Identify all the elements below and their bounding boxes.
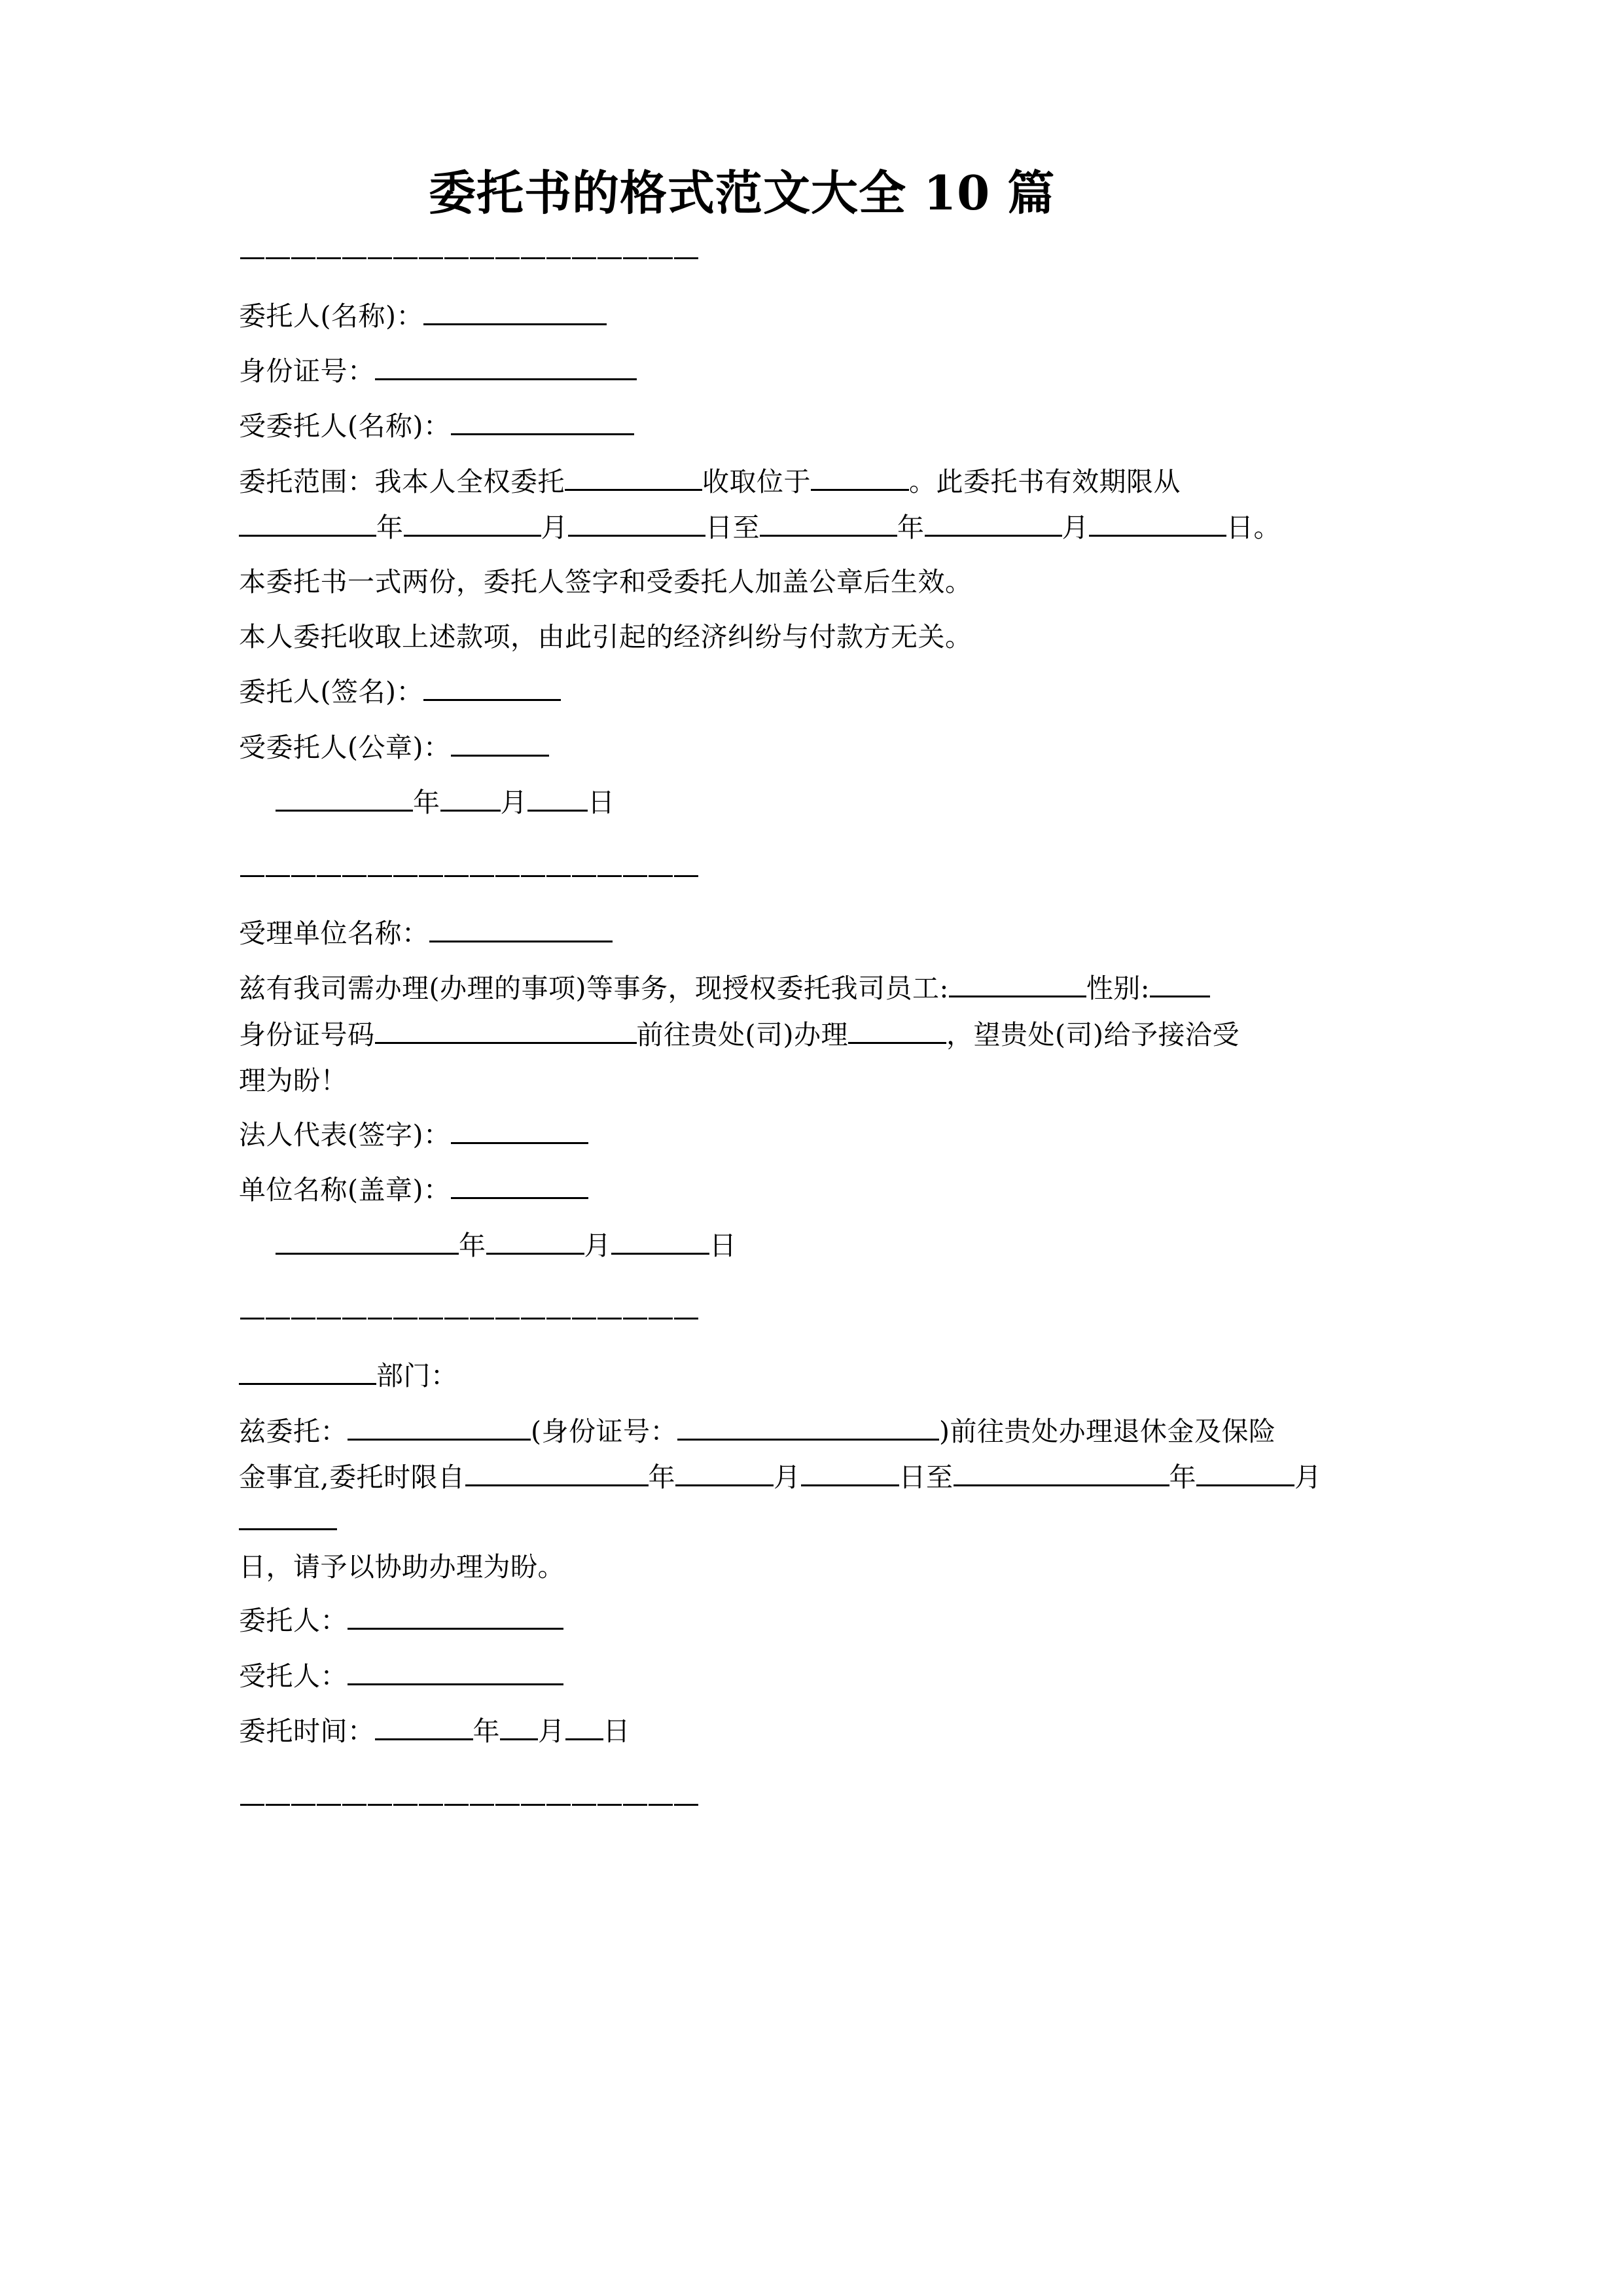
field-department [239,1354,1397,1397]
consignee-name-label: 受委托人(名称)： [239,410,451,442]
consignee-seal-blank[interactable] [451,730,549,757]
sig1-day-label: 日 [588,787,615,819]
entrust-name-blank[interactable] [348,1414,531,1441]
field-entrust-time [239,1710,1397,1753]
consignor-signature-blank[interactable] [423,674,561,701]
field-section3-consignor [239,1599,1397,1642]
department-blank[interactable] [239,1358,376,1385]
entrust-start-month-blank[interactable] [675,1460,774,1486]
entrust-start-year-label: 年 [648,1462,676,1494]
id-number-blank[interactable] [375,353,637,380]
entrust-start-month-label: 月 [774,1462,801,1494]
section-separator-bottom: —————————————————— [239,1787,698,1819]
field-authorize-line2 [239,1013,1397,1056]
legal-rep-blank[interactable] [451,1117,588,1144]
field-consignor-signature [239,670,1397,713]
legal-rep-label: 法人代表(签字)： [239,1119,451,1151]
field-signature-date-two [239,1224,1397,1267]
unit-name-blank[interactable] [451,1172,588,1199]
entrust-id-blank[interactable] [677,1414,939,1441]
employee-name-blank[interactable] [949,971,1086,997]
employee-id-blank[interactable] [375,1017,637,1044]
clause-dispute: 本人委托收取上述款项，由此引起的经济纠纷与付款方无关。 [239,620,972,653]
section-delegation-two [239,912,1397,1267]
spacer [239,1765,1397,1772]
sig2-year-label: 年 [459,1229,486,1261]
section3-consignee-blank[interactable] [348,1659,563,1685]
section3-consignor-label: 委托人： [239,1605,348,1637]
end-year-label: 年 [897,512,925,544]
consignor-name-label: 委托人(名称)： [239,300,423,332]
entrust-time-year-blank[interactable] [375,1713,473,1740]
scope-location-blank[interactable] [811,464,909,491]
entrust-start-year-blank[interactable] [465,1460,649,1486]
field-id-number [239,350,1397,393]
field-consignee-seal [239,726,1397,769]
page-title: 委托书的格式范文大全 10 篇 [429,165,1056,221]
section-delegation-three [239,1354,1397,1753]
document-content [239,164,1397,1840]
entrust-label-part2: (身份证号： [531,1415,677,1447]
field-authorize-line3: 理为盼！ [239,1065,348,1097]
start-day-blank[interactable] [568,510,705,537]
entrust-end-month-blank[interactable] [1196,1460,1294,1486]
consignee-seal-label: 受委托人(公章)： [239,731,451,763]
start-year-blank[interactable] [239,510,376,537]
entrust-start-day-blank[interactable] [801,1460,899,1486]
start-year-label: 年 [376,512,404,544]
gender-label: 性别: [1086,973,1150,1005]
start-month-blank[interactable] [404,510,541,537]
entrust-end-month-label: 月 [1294,1462,1322,1494]
scope-label-part1: 委托范围：我本人全权委托 [239,465,565,497]
field-signature-date-one [239,781,1397,824]
consignee-name-blank[interactable] [451,408,634,435]
entrust-time-year-label: 年 [473,1715,500,1748]
entrust-label-part3: )前往贵处办理退休金及保险 [939,1415,1276,1447]
end-month-blank[interactable] [925,510,1062,537]
entrust-date-to-label: 日至 [899,1462,954,1494]
field-scope-line2-dates [239,506,1397,549]
entrust-time-label: 委托时间： [239,1715,375,1748]
date-to-label: 日至 [705,512,760,544]
clause-copies: 本委托书一式两份，委托人签字和受委托人加盖公章后生效。 [239,565,972,598]
section-separator-two: —————————————————— [239,1300,698,1333]
field-entrust-line1 [239,1410,1397,1453]
scope-label-part2: 收取位于 [702,465,811,497]
sig2-day-label: 日 [709,1229,737,1261]
entrust-time-day-blank[interactable] [565,1713,603,1740]
authorize-label-part2: 身份证号码 [239,1018,375,1050]
matter-blank[interactable] [848,1017,946,1044]
field-consignor-name [239,295,1397,338]
sig1-month-label: 月 [500,787,527,819]
field-entrust-line2 [239,1456,1397,1543]
date-end-label: 日。 [1226,512,1281,544]
field-legal-rep-signature [239,1113,1397,1157]
entrust-end-year-label: 年 [1169,1462,1197,1494]
sig2-year-blank[interactable] [276,1228,459,1255]
sig2-month-blank[interactable] [486,1228,584,1255]
section-separator-top: —————————————————— [239,241,698,272]
field-entrust-line3: 日，请予以协助办理为盼。 [239,1551,565,1583]
entrust-time-month-label: 月 [538,1715,565,1748]
section3-consignee-label: 受托人： [239,1660,348,1692]
field-authorize-line1 [239,967,1397,1010]
entrust-label-part1: 兹委托： [239,1415,348,1447]
field-consignee-name [239,404,1397,448]
section3-consignor-blank[interactable] [348,1603,563,1630]
sig2-month-label: 月 [584,1229,611,1261]
consignor-name-blank[interactable] [423,298,607,325]
receiving-unit-blank[interactable] [429,916,613,942]
scope-label-part3: 。此委托书有效期限从 [909,465,1181,497]
entrust-end-day-blank[interactable] [239,1503,337,1530]
authorize-label-part1: 兹有我司需办理(办理的事项)等事务，现授权委托我司员工: [239,973,949,1005]
entrust-time-day-label: 日 [603,1715,630,1748]
sig1-month-blank[interactable] [440,785,501,812]
sig1-year-label: 年 [413,787,440,819]
sig1-year-blank[interactable] [276,785,413,812]
id-number-label: 身份证号： [239,355,375,387]
department-label: 部门： [376,1360,458,1392]
field-unit-name-seal [239,1168,1397,1211]
end-year-blank[interactable] [760,510,897,537]
field-scope-line1 [239,460,1397,503]
start-month-label: 月 [541,512,568,544]
section-delegation-one [239,295,1397,825]
authorize-label-part4: ，望贵处(司)给予接洽受 [946,1018,1240,1050]
field-section3-consignee [239,1655,1397,1698]
authorize-label-part3: 前往贵处(司)办理 [636,1018,848,1050]
gender-blank[interactable] [1150,971,1210,997]
consignor-signature-label: 委托人(签名)： [239,676,423,708]
entrust-time-month-blank[interactable] [500,1713,538,1740]
entrust-end-year-blank[interactable] [954,1460,1169,1486]
unit-name-label: 单位名称(盖章)： [239,1174,451,1206]
section-separator-one: —————————————————— [239,858,698,890]
scope-consignee-blank[interactable] [565,464,702,491]
field-receiving-unit [239,912,1397,955]
receiving-unit-label: 受理单位名称： [239,918,429,950]
sig1-day-blank[interactable] [527,785,588,812]
end-month-label: 月 [1061,512,1089,544]
spacer [239,1279,1397,1285]
sig2-day-blank[interactable] [611,1228,709,1255]
entrust-label-part4: 金事宜,委托时限自 [239,1462,465,1494]
spacer [239,836,1397,843]
end-day-blank[interactable] [1089,510,1226,537]
